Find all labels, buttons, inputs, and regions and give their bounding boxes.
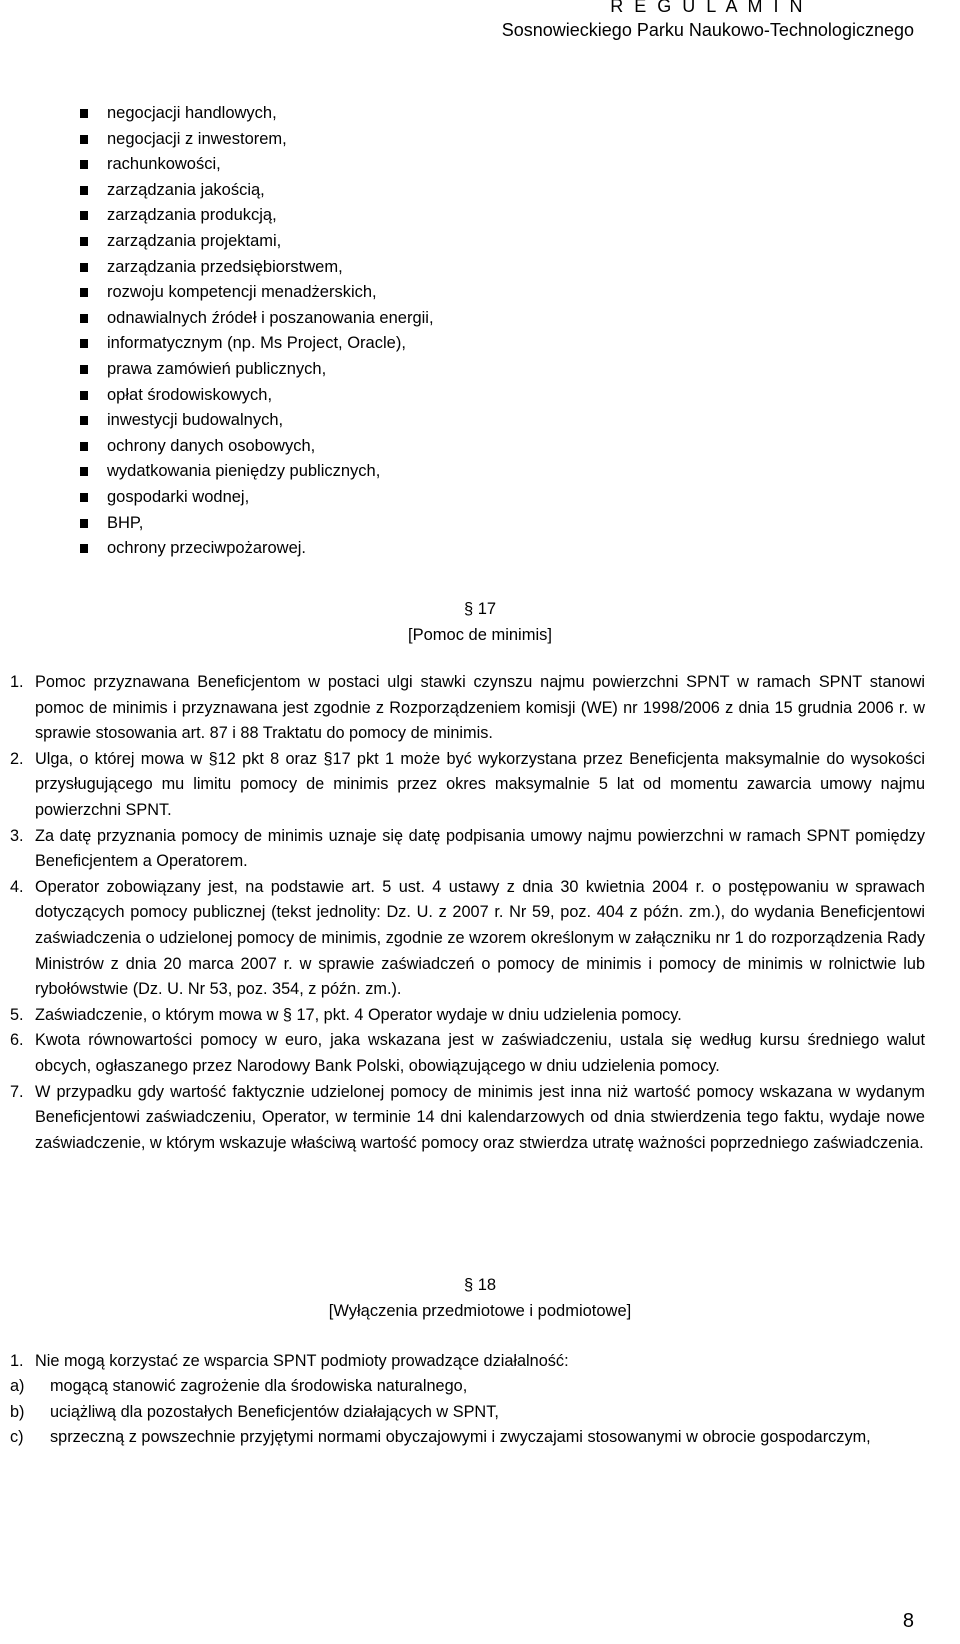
bullet-item: [80, 127, 434, 153]
square-bullet-icon: [80, 160, 88, 169]
paragraph-text: Za datę przyznania pomocy de minimis uznaje się datę podpisania umowy najmu powierzchni w ramach SPNT pomiędzy Beneficjentem a Operatorem.: [35, 826, 925, 871]
section-title: [Wyłączenia przedmiotowe i podmiotowe]: [328, 1302, 632, 1320]
bullet-text: informatycznym (np. Ms Project, Oracle),: [107, 334, 406, 353]
page-number: 8: [902, 1610, 914, 1632]
paragraph-text: Operator zobowiązany jest, na podstawie art. 5 ust. 4 ustawy z dnia 30 kwietnia 2004 r. o postępowaniu w sprawach dotyczących pomocy publicznej (tekst jednolity: Dz. U. z 2007 r. Nr 59, poz. 404 z późn. zm.), do wydania Beneficjentowi zaświadczenia o udzielonej pomocy de minimis, zgodnie ze wzorem określonym w załączniku nr 1 do rozporządzenia Rady Ministrów z dnia 20 marca 2007 r. w sprawie zaświadczeń o pomocy de minimis i pomocy de minimis w rolnictwie lub rybołówstwie (Dz. U. Nr 53, poz. 354, z późn. zm.).: [35, 877, 925, 999]
square-bullet-icon: [80, 442, 88, 451]
paragraph: [10, 1003, 925, 1029]
paragraph: [10, 1425, 925, 1451]
square-bullet-icon: [80, 365, 88, 374]
paragraph-number: 6.: [10, 1031, 24, 1050]
paragraph: [10, 824, 925, 875]
paragraph-number: b): [10, 1402, 25, 1421]
square-bullet-icon: [80, 109, 88, 118]
square-bullet-icon: [80, 416, 88, 425]
bullet-item: [80, 357, 434, 383]
section-17-heading: [0, 596, 960, 648]
paragraph-number: 5.: [10, 1005, 24, 1024]
square-bullet-icon: [80, 391, 88, 400]
bullet-item: [80, 178, 434, 204]
bullet-text: prawa zamówień publicznych,: [107, 359, 327, 378]
bullet-text: rozwoju kompetencji menadżerskich,: [107, 283, 377, 302]
paragraph: [10, 1028, 925, 1079]
square-bullet-icon: [80, 467, 88, 476]
bullet-item: [80, 331, 434, 357]
bullet-item: [80, 536, 434, 562]
bullet-item: [80, 459, 434, 485]
paragraph-text: Ulga, o której mowa w §12 pkt 8 oraz §17 pkt 1 może być wykorzystana przez Beneficjenta maksymalnie do wysokości przysługującego mu limitu pomocy de minimis przez okres maksymalnie 5 lat od momentu zawarcia umowy najmu powierzchni SPNT.: [35, 749, 925, 819]
bullet-item: [80, 203, 434, 229]
section-18-items: [10, 1374, 925, 1451]
section-18-intro: [10, 1349, 925, 1375]
training-topics-list: [80, 101, 434, 562]
section-number: § 18: [463, 1276, 497, 1294]
bullet-item: [80, 383, 434, 409]
bullet-text: negocjacji handlowych,: [107, 104, 277, 122]
section-17-paragraphs: [10, 670, 925, 1156]
bullet-item: [80, 152, 434, 178]
header-title: R E G U L A M I N: [610, 0, 806, 16]
bullet-text: zarządzania jakością,: [107, 180, 265, 199]
bullet-item: [80, 485, 434, 511]
bullet-text: rachunkowości,: [107, 155, 221, 174]
bullet-item: [80, 255, 434, 281]
bullet-text: wydatkowania pieniędzy publicznych,: [107, 462, 381, 481]
paragraph-number: 3.: [10, 826, 24, 845]
bullet-item: [80, 511, 434, 537]
paragraph-number: c): [10, 1428, 24, 1447]
paragraph-number: a): [10, 1377, 25, 1395]
square-bullet-icon: [80, 519, 88, 528]
section-title: [Pomoc de minimis]: [408, 626, 552, 644]
section-18-heading: [0, 1272, 960, 1324]
bullet-text: zarządzania produkcją,: [107, 206, 277, 225]
paragraph-text: Kwota równowartości pomocy w euro, jaka wskazana jest w zaświadczeniu, ustala się według kursu średniego walut obcych, ogłaszanego przez Narodowy Bank Polski, obowiązującego w dniu udzielenia pomocy.: [35, 1031, 925, 1075]
paragraph: [10, 1080, 925, 1157]
paragraph: [10, 1400, 925, 1426]
paragraph-text: mogącą stanowić zagrożenie dla środowiska naturalnego,: [50, 1377, 468, 1395]
bullet-text: zarządzania projektami,: [107, 231, 282, 250]
header-subtitle: Sosnowieckiego Parku Naukowo-Technologicznego: [501, 20, 914, 40]
paragraph-text: Pomoc przyznawana Beneficjentom w postaci ulgi stawki czynszu najmu powierzchni SPNT w ramach SPNT stanowi pomoc de minimis i przyznawana jest zgodnie z Rozporządzeniem komisji (WE) nr 1998/2006 z dnia 15 grudnia 2006 r. w sprawie stosowania art. 87 i 88 Traktatu do pomocy de minimis.: [35, 673, 925, 743]
bullet-item: [80, 229, 434, 255]
paragraph-number: 7.: [10, 1082, 24, 1101]
paragraph: [10, 875, 925, 1003]
paragraph-text: uciążliwą dla pozostałych Beneficjentów działających w SPNT,: [50, 1402, 499, 1421]
square-bullet-icon: [80, 237, 88, 246]
bullet-text: gospodarki wodnej,: [107, 487, 250, 506]
bullet-text: ochrony przeciwpożarowej.: [107, 539, 307, 558]
square-bullet-icon: [80, 314, 88, 323]
bullet-text: zarządzania przedsiębiorstwem,: [107, 257, 343, 276]
bullet-text: negocjacji z inwestorem,: [107, 129, 287, 148]
bullet-item: [80, 408, 434, 434]
paragraph-text: sprzeczną z powszechnie przyjętymi normami obyczajowymi i zwyczajami stosowanymi w obrocie gospodarczym,: [50, 1428, 871, 1447]
paragraph: [10, 1374, 925, 1400]
page-header: [502, 0, 914, 42]
bullet-text: inwestycji budowalnych,: [107, 411, 284, 430]
square-bullet-icon: [80, 135, 88, 144]
bullet-item: [80, 434, 434, 460]
paragraph-text: Zaświadczenie, o którym mowa w § 17, pkt. 4 Operator wydaje w dniu udzielenia pomocy.: [35, 1005, 682, 1024]
paragraph: [10, 670, 925, 747]
square-bullet-icon: [80, 211, 88, 220]
bullet-item: [80, 101, 434, 127]
bullet-item: [80, 306, 434, 332]
paragraph-number: 2.: [10, 749, 24, 768]
bullet-text: opłat środowiskowych,: [107, 385, 273, 404]
square-bullet-icon: [80, 263, 88, 272]
bullet-text: ochrony danych osobowych,: [107, 436, 316, 455]
square-bullet-icon: [80, 493, 88, 502]
paragraph: [10, 747, 925, 824]
paragraph-text: W przypadku gdy wartość faktycznie udzielonej pomocy de minimis jest inna niż wartość pomocy wskazana w wydanym Beneficjentowi zaświadczeniu, Operator, w terminie 14 dni kalendarzowych od dnia stwierdzenia tego faktu, wydaje nowe zaświadczenie, w którym wskazuje właściwą wartość pomocy oraz stwierdza utratę ważności poprzedniego zaświadczenia.: [35, 1082, 925, 1152]
paragraph-number: 1.: [10, 673, 24, 691]
bullet-item: [80, 280, 434, 306]
paragraph-text: Nie mogą korzystać ze wsparcia SPNT podmioty prowadzące działalność:: [35, 1352, 569, 1370]
square-bullet-icon: [80, 339, 88, 348]
paragraph-number: 4.: [10, 877, 24, 896]
section-number: § 17: [463, 600, 497, 618]
paragraph-number: 1.: [10, 1352, 24, 1370]
bullet-text: odnawialnych źródeł i poszanowania energii,: [107, 308, 434, 327]
bullet-text: BHP,: [107, 513, 144, 532]
square-bullet-icon: [80, 186, 88, 195]
square-bullet-icon: [80, 288, 88, 297]
paragraph: [10, 1349, 925, 1375]
square-bullet-icon: [80, 544, 88, 553]
